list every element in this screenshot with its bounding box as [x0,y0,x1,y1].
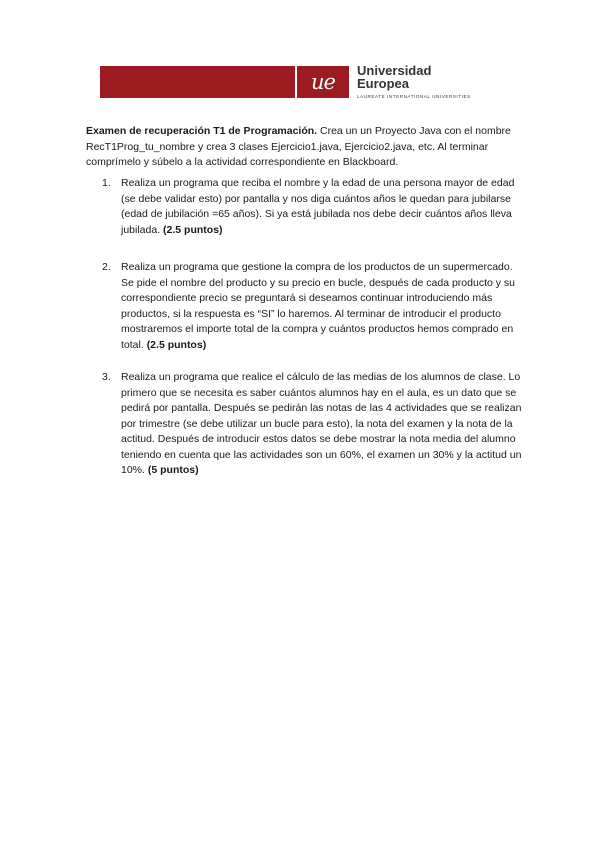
exam-intro [86,124,526,171]
task-list [86,176,526,479]
task-number: 3. [102,371,111,383]
task-points: (5 puntos) [147,464,199,476]
header-brand-bar [100,66,295,98]
list-item [86,260,526,353]
task-points: (2.5 puntos) [146,338,207,351]
list-item [86,176,526,238]
university-logo-icon [297,66,349,98]
task-number: 1. [102,177,111,189]
university-logo-text [357,64,471,99]
task-number: 2. [102,261,111,273]
exam-title: Examen de recuperación T1 de Programación. [86,125,318,137]
task-text: Realiza un programa que realice el cálculo de las medias de los alumnos de clase. Lo primero que se necesita es saber cuántos alumnos hay en el aula, es un dato que se pedirá por pantalla. Después se pedirán las notas de las 4 actividades que se realizan por trimestre (se debe utilizar un bucle para esto), la nota del examen y la nota de la actitud. Después de introducir estos datos se debe mostrar la nota media del alumno teniendo en cuenta que las actividades son un 60%, el examen un 30% y la actitud un 10%. [121,371,522,476]
task-points: (2.5 puntos) [163,223,223,236]
logo-line-2: Europea [357,76,410,91]
logo-mark-text: ue [311,70,335,94]
task-text: Realiza un programa que gestione la compra de los productos de un supermercado. Se pide el nombre del producto y su precio en bucle, después de cada producto y su correspondiente precio se preguntará si deseamos continuar introduciendo más productos, si la respuesta es “SI” lo haremos. Al terminar de introducir el producto mostraremos el importe total de la compra y cuántos productos hemos comprado en total. [121,261,516,351]
exam-instructions: Crea un un Proyecto Java con el nombre RecT1Prog_tu_nombre y crea 3 clases Ejercicio1.java, Ejercicio2.java, etc. Al terminar comprímelo y súbelo a la actividad correspondiente en Blackboard. [86,125,511,168]
list-item [86,370,526,479]
logo-tagline: LAUREATE INTERNATIONAL UNIVERSITIES [357,94,471,99]
task-text: Realiza un programa que reciba el nombre y la edad de una persona mayor de edad (se debe validar esto) por pantalla y nos diga cuántos años le quedan para jubilarse (edad de jubilación =65 años). Si ya está jubilada nos debe decir cuántos años lleva jubilada. [121,177,515,236]
logo-line-1: Universidad [357,63,432,78]
